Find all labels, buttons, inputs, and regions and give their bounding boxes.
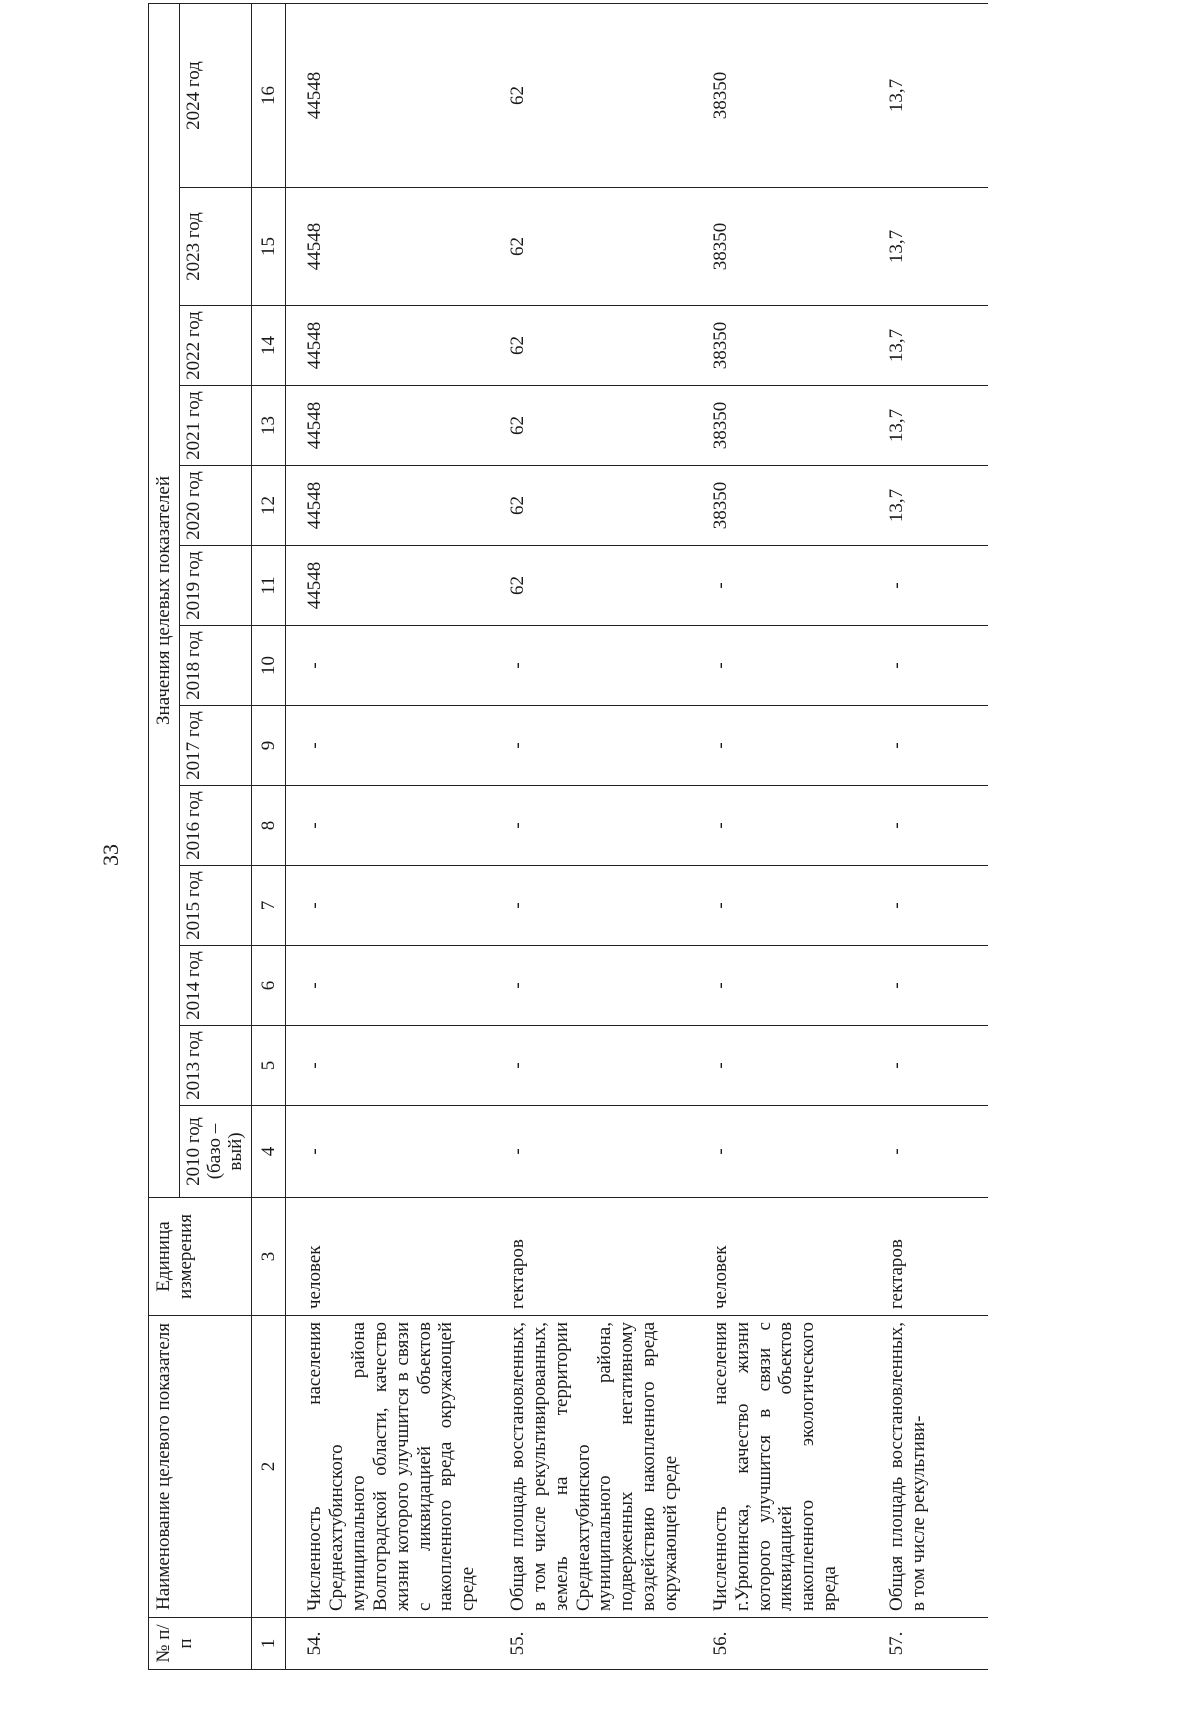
column-index: 5 xyxy=(251,1026,286,1106)
table-row xyxy=(489,3,692,1669)
column-index: 8 xyxy=(251,786,286,866)
indicator-value: - xyxy=(868,1026,988,1106)
header-number: № п/п xyxy=(149,1618,252,1670)
indicator-unit: человек xyxy=(286,1198,489,1316)
row-number: 55. xyxy=(489,1618,692,1670)
indicator-value: - xyxy=(692,946,868,1026)
column-index: 2 xyxy=(251,1316,286,1618)
header-values-group: Значения целевых показателей xyxy=(149,3,180,1197)
header-year: 2019 год xyxy=(179,546,251,626)
column-index: 13 xyxy=(251,386,286,466)
indicator-value: - xyxy=(868,786,988,866)
indicator-value: 13,7 xyxy=(868,306,988,386)
indicator-value: 38350 xyxy=(692,3,868,187)
indicator-value: - xyxy=(692,706,868,786)
indicator-value: 44548 xyxy=(286,546,489,626)
header-year: 2013 год xyxy=(179,1026,251,1106)
table-row xyxy=(692,3,868,1669)
indicator-value: 62 xyxy=(489,546,692,626)
indicator-unit: человек xyxy=(692,1198,868,1316)
column-index: 4 xyxy=(251,1106,286,1198)
indicator-value: 38350 xyxy=(692,386,868,466)
indicator-value: 44548 xyxy=(286,466,489,546)
header-year: 2022 год xyxy=(179,306,251,386)
indicator-value: - xyxy=(489,866,692,946)
header-year: 2023 год xyxy=(179,188,251,306)
column-index: 10 xyxy=(251,626,286,706)
table-row xyxy=(868,3,988,1669)
header-year: 2016 год xyxy=(179,786,251,866)
indicator-value: - xyxy=(868,866,988,946)
indicator-value: 44548 xyxy=(286,306,489,386)
header-year: 2017 год xyxy=(179,706,251,786)
column-index: 14 xyxy=(251,306,286,386)
row-number: 57. xyxy=(868,1618,988,1670)
indicator-value: - xyxy=(692,1026,868,1106)
indicator-value: - xyxy=(868,546,988,626)
indicator-value: - xyxy=(286,946,489,1026)
indicator-value: - xyxy=(286,1026,489,1106)
indicator-value: 13,7 xyxy=(868,386,988,466)
indicator-value: - xyxy=(692,786,868,866)
column-index: 1 xyxy=(251,1618,286,1670)
indicator-value: - xyxy=(868,706,988,786)
indicator-value: 44548 xyxy=(286,3,489,187)
column-index: 6 xyxy=(251,946,286,1026)
header-year: 2014 год xyxy=(179,946,251,1026)
column-index: 3 xyxy=(251,1198,286,1316)
header-year: 2021 год xyxy=(179,386,251,466)
row-number: 54. xyxy=(286,1618,489,1670)
indicator-value: - xyxy=(692,866,868,946)
indicator-value: 62 xyxy=(489,306,692,386)
column-index: 11 xyxy=(251,546,286,626)
column-index: 7 xyxy=(251,866,286,946)
page-number: 33 xyxy=(98,844,123,866)
indicator-value: - xyxy=(692,626,868,706)
header-indicator-name: Наименование целевого показателя xyxy=(149,1316,252,1618)
indicator-value: - xyxy=(868,946,988,1026)
indicator-value: - xyxy=(286,786,489,866)
column-index: 16 xyxy=(251,3,286,187)
indicator-name: Численность населения г.Урюпинска, качество жизни которого улучшится в связи с ликвидацией объектов накопленного экологического вреда xyxy=(692,1316,868,1618)
indicator-value: 38350 xyxy=(692,188,868,306)
column-index-row xyxy=(251,3,286,1669)
header-year: 2024 год xyxy=(179,3,251,187)
header-unit: Единица измерения xyxy=(149,1198,252,1316)
indicator-value: 38350 xyxy=(692,306,868,386)
indicator-value: - xyxy=(286,626,489,706)
indicator-value: 44548 xyxy=(286,188,489,306)
indicator-value: 62 xyxy=(489,188,692,306)
indicator-value: - xyxy=(868,626,988,706)
indicator-name: Общая площадь восстановленных, в том числе рекультиви- xyxy=(868,1316,988,1618)
header-year: 2018 год xyxy=(179,626,251,706)
column-index: 12 xyxy=(251,466,286,546)
header-row-1 xyxy=(149,3,180,1669)
indicator-value: 62 xyxy=(489,3,692,187)
indicator-value: 38350 xyxy=(692,466,868,546)
indicator-unit: гектаров xyxy=(868,1198,988,1316)
indicator-value: - xyxy=(489,626,692,706)
indicator-value: 13,7 xyxy=(868,3,988,187)
target-indicators-table xyxy=(148,3,988,1670)
indicator-name: Общая площадь восстановленных, в том числе рекультивированных, земель на территории Среднеахтубинского муниципального района, подверженных негативному воздействию накопленного вреда окружающей среде xyxy=(489,1316,692,1618)
indicator-value: 62 xyxy=(489,386,692,466)
indicator-value: - xyxy=(489,706,692,786)
indicator-value: - xyxy=(286,866,489,946)
column-index: 15 xyxy=(251,188,286,306)
header-year: 2010 год (базо – вый) xyxy=(179,1106,251,1198)
header-year: 2015 год xyxy=(179,866,251,946)
indicator-value: 62 xyxy=(489,466,692,546)
table-row xyxy=(286,3,489,1669)
indicator-value: - xyxy=(489,786,692,866)
indicator-value: - xyxy=(489,1106,692,1198)
indicator-value: - xyxy=(692,546,868,626)
indicator-name: Численность населения Среднеахтубинского муниципального района Волгоградской области, качество жизни которого улучшится в связи с ликвидацией объектов накопленного вреда окружающей среде xyxy=(286,1316,489,1618)
row-number: 56. xyxy=(692,1618,868,1670)
header-year: 2020 год xyxy=(179,466,251,546)
table-body xyxy=(286,3,988,1669)
indicator-unit: гектаров xyxy=(489,1198,692,1316)
indicator-value: 13,7 xyxy=(868,188,988,306)
indicator-value: - xyxy=(489,1026,692,1106)
indicator-value: - xyxy=(286,706,489,786)
column-index: 9 xyxy=(251,706,286,786)
indicator-value: 44548 xyxy=(286,386,489,466)
indicator-value: - xyxy=(286,1106,489,1198)
indicator-value: - xyxy=(692,1106,868,1198)
indicator-value: 13,7 xyxy=(868,466,988,546)
indicator-value: - xyxy=(489,946,692,1026)
indicator-value: - xyxy=(868,1106,988,1198)
